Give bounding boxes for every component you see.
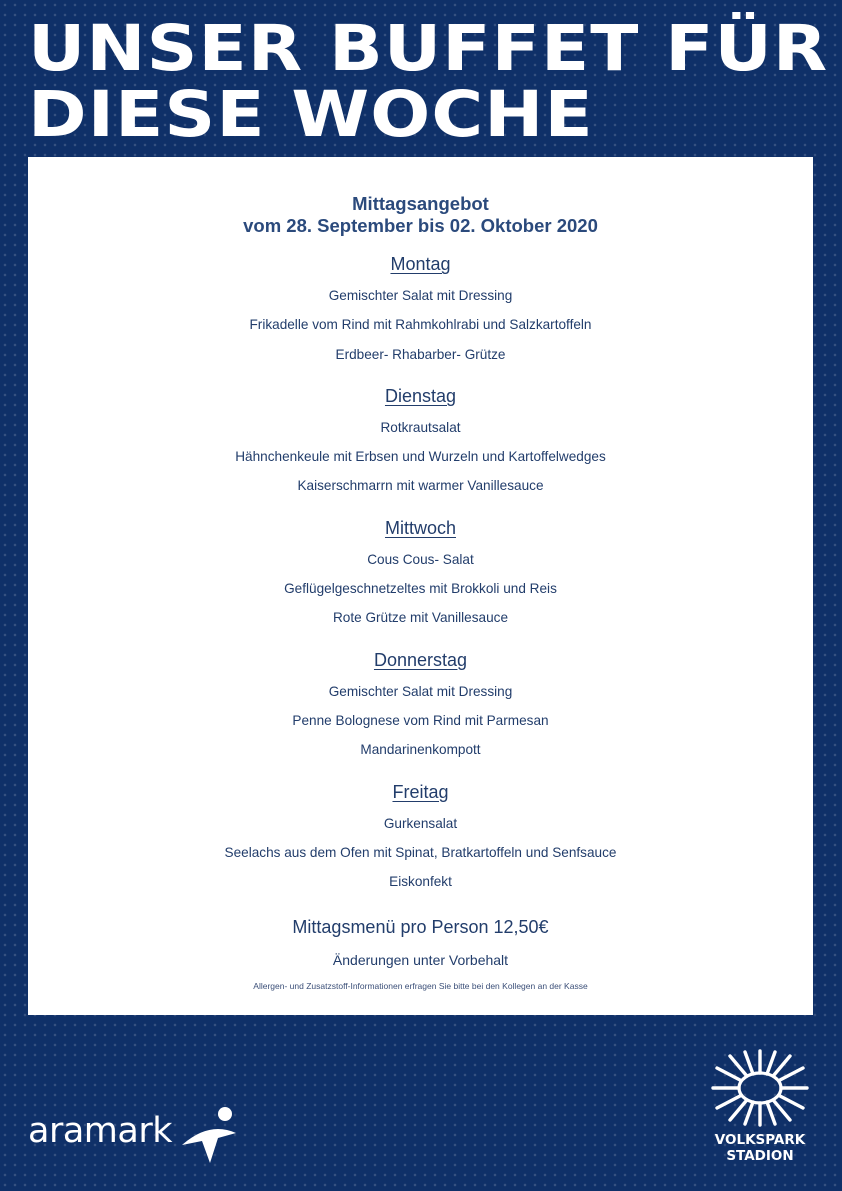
day-heading: Dienstag	[384, 385, 457, 406]
day-heading: Mittwoch	[384, 517, 456, 538]
aramark-logo	[28, 1105, 243, 1165]
day-heading: Donnerstag	[373, 649, 468, 670]
day-section-montag	[28, 251, 813, 369]
dish-item: Gemischter Salat mit Dressing	[328, 288, 513, 303]
day-heading: Montag	[390, 254, 451, 274]
dish-item: Seelachs aus dem Ofen mit Spinat, Bratkartoffeln und Senfsauce	[224, 844, 617, 860]
dish-item: Mandarinenkompott	[360, 742, 481, 758]
day-heading: Freitag	[392, 781, 449, 802]
menu-days	[28, 251, 813, 896]
day-section-freitag	[28, 779, 813, 897]
changes-reserved-note: Änderungen unter Vorbehalt	[332, 952, 509, 969]
page-headline	[28, 12, 829, 151]
stadium-name	[695, 1132, 825, 1164]
aramark-wordmark: aramark	[28, 1111, 172, 1151]
menu-panel	[28, 157, 813, 1015]
dish-item: Gurkensalat	[383, 815, 458, 831]
day-section-dienstag	[28, 383, 813, 501]
menu-price: Mittagsmenü pro Person 12,50€	[292, 917, 549, 938]
menu-subtitle: Mittagsangebot	[352, 193, 489, 214]
dish-item: Rotkrautsalat	[380, 419, 461, 435]
aramark-star-figure-icon	[180, 1105, 240, 1165]
stadium-name-line-1: VOLKSPARK	[714, 1132, 806, 1148]
dish-item: Penne Bolognese vom Rind mit Parmesan	[292, 712, 549, 728]
dish-item: Eiskonfekt	[389, 874, 452, 890]
dish-item: Frikadelle vom Rind mit Rahmkohlrabi und Salzkartoffeln	[249, 317, 592, 333]
day-section-donnerstag	[28, 647, 813, 765]
volkspark-stadion-logo	[695, 1048, 825, 1173]
dish-item: Kaiserschmarrn mit warmer Vanillesauce	[297, 478, 544, 494]
stadium-name-line-2: STADION	[726, 1148, 794, 1164]
stadium-icon	[710, 1048, 810, 1128]
dish-item: Erdbeer- Rhabarber- Grütze	[335, 346, 506, 362]
dish-item: Rote Grütze mit Vanillesauce	[332, 610, 509, 626]
day-section-mittwoch	[28, 515, 813, 633]
dish-item: Hähnchenkeule mit Erbsen und Wurzeln und Kartoffelwedges	[235, 449, 606, 465]
dish-item: Cous Cous- Salat	[367, 551, 474, 567]
dish-item: Geflügelgeschnetzeltes mit Brokkoli und Reis	[284, 581, 557, 597]
headline-line-1: UNSER BUFFET FÜR	[28, 12, 829, 85]
allergen-note: Allergen- und Zusatzstoff-Informationen erfragen Sie bitte bei den Kollegen an der Kasse	[253, 981, 588, 992]
dish-item: Gemischter Salat mit Dressing	[328, 683, 513, 699]
menu-date-range: vom 28. September bis 02. Oktober 2020	[243, 215, 598, 236]
headline-line-2: DIESE WOCHE	[28, 78, 594, 151]
